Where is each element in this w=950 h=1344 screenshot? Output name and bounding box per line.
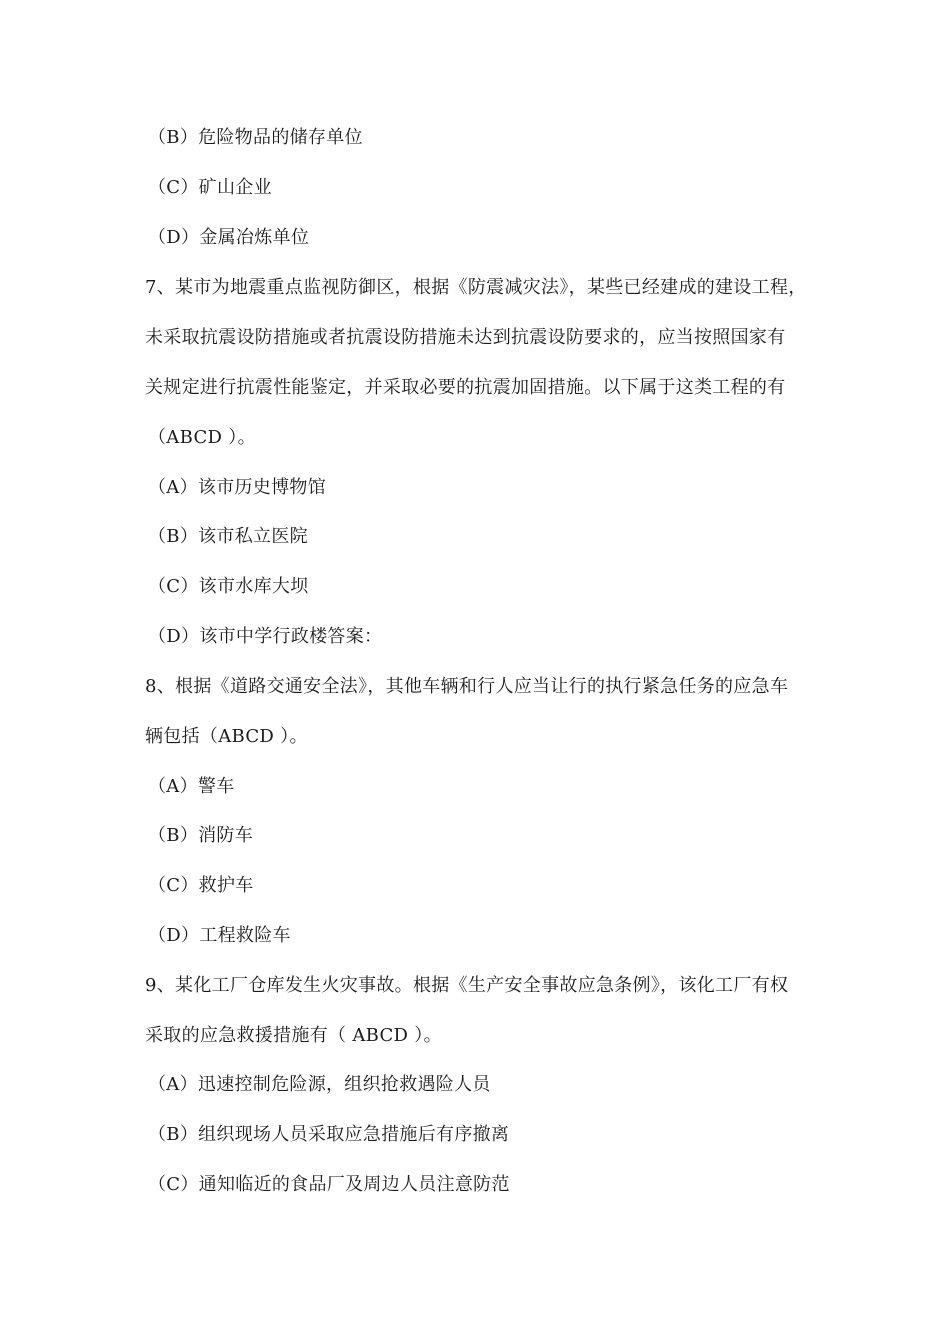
option-8d: （D）工程救险车 bbox=[148, 925, 291, 946]
question-8-line-2: 辆包括（ABCD ）。 bbox=[145, 726, 308, 747]
option-7a: （A）该市历史博物馆 bbox=[148, 477, 326, 498]
question-7-line-3: 关规定进行抗震性能鉴定，并采取必要的抗震加固措施。以下属于这类工程的有 bbox=[145, 377, 786, 398]
option-8b: （B）消防车 bbox=[148, 825, 254, 846]
question-7-answer: （ABCD ）。 bbox=[148, 427, 256, 448]
question-7-line-1: 7、某市为地震重点监视防御区，根据《防震减灾法》，某些已经建成的建设工程， bbox=[145, 277, 807, 298]
option-9b: （B）组织现场人员采取应急措施后有序撤离 bbox=[148, 1124, 510, 1145]
option-7b: （B）该市私立医院 bbox=[148, 526, 308, 547]
option-6b: （B）危险物品的储存单位 bbox=[148, 127, 363, 148]
option-7c: （C）该市水库大坝 bbox=[148, 576, 309, 597]
question-7-line-2: 未采取抗震设防措施或者抗震设防措施未达到抗震设防要求的，应当按照国家有 bbox=[145, 327, 786, 348]
option-8c: （C）救护车 bbox=[148, 875, 254, 896]
option-9c: （C）通知临近的食品厂及周边人员注意防范 bbox=[148, 1174, 510, 1195]
question-9-line-2: 采取的应急救援措施有（ ABCD ）。 bbox=[145, 1025, 442, 1046]
question-9-line-1: 9、某化工厂仓库发生火灾事故。根据《生产安全事故应急条例》，该化工厂有权 bbox=[145, 975, 789, 996]
option-6c: （C）矿山企业 bbox=[148, 177, 272, 198]
option-7d: （D）该市中学行政楼答案： bbox=[148, 626, 383, 647]
option-8a: （A）警车 bbox=[148, 776, 235, 797]
option-9a: （A）迅速控制危险源，组织抢救遇险人员 bbox=[148, 1074, 491, 1095]
option-6d: （D）金属冶炼单位 bbox=[148, 227, 310, 248]
question-8-line-1: 8、根据《道路交通安全法》，其他车辆和行人应当让行的执行紧急任务的应急车 bbox=[145, 676, 789, 697]
